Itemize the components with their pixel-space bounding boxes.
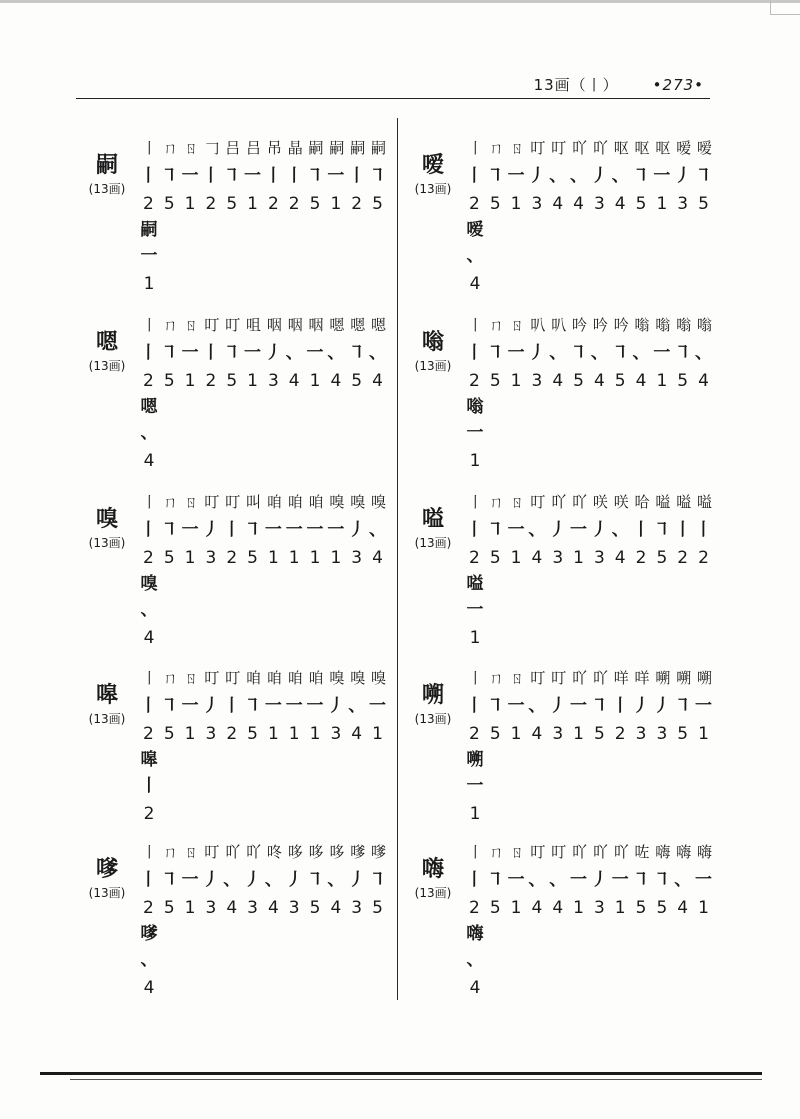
final-character: 嗣 xyxy=(140,220,158,240)
entry-right-3 xyxy=(404,482,724,657)
head-character: 嗡 xyxy=(421,329,444,355)
footer-rule-thick xyxy=(40,1072,762,1075)
top-edge-rule xyxy=(0,0,800,3)
entry-left-4 xyxy=(78,658,398,833)
final-stroke-shape: 一 xyxy=(466,423,484,443)
stroke-numbers: 2 5 1 2 5 1 3 4 1 4 5 4 xyxy=(143,371,383,391)
entry-right-2 xyxy=(404,305,724,480)
running-head xyxy=(534,74,704,95)
final-character: 嗡 xyxy=(466,397,484,417)
stroke-progression: 丨 ㄇ ㄖ 叮 叮 咱 咱 咱 咱 嗅 嗅 嗅 xyxy=(141,669,385,687)
stroke-numbers: 2 5 1 3 4 4 3 4 5 1 3 5 xyxy=(469,194,709,214)
stroke-progression: 丨 ㄇ ㄖ 𠃌 吕 吕 吊 晶 嗣 嗣 嗣 嗣 xyxy=(141,139,385,157)
entry-right-4 xyxy=(404,658,724,833)
final-stroke-shape: 、 xyxy=(140,600,158,620)
head-character: 嗨 xyxy=(421,856,444,882)
final-stroke-shape: 一 xyxy=(466,776,484,796)
stroke-count-label: (13画) xyxy=(88,359,126,373)
final-stroke-number: 2 xyxy=(143,804,155,824)
final-stroke-number: 1 xyxy=(469,451,481,471)
head-character: 嗣 xyxy=(95,152,118,178)
stroke-shapes: 丨 ㇕ 一 丨 ㇕ 一 丨 丨 ㇕ 一 丨 ㇕ xyxy=(139,166,387,186)
final-character: 嗍 xyxy=(466,750,484,770)
footer-rule-thin xyxy=(70,1079,762,1080)
stroke-numbers: 2 5 1 3 4 3 4 3 5 4 3 5 xyxy=(143,898,383,918)
final-stroke-number: 1 xyxy=(469,628,481,648)
final-stroke-shape: 丨 xyxy=(140,776,158,796)
stroke-count-label: (13画) xyxy=(414,886,452,900)
final-stroke-shape: 一 xyxy=(466,600,484,620)
header-rule xyxy=(76,98,710,99)
head-character: 嗳 xyxy=(421,152,444,178)
final-stroke-number: 4 xyxy=(143,451,155,471)
stroke-shapes: 丨 ㇕ 一 、 丿 一 ㇕ 丨 丿 丿 ㇕ 一 xyxy=(465,696,713,716)
stroke-progression: 丨 ㄇ ㄖ 叮 叮 吖 吖 咩 咩 嗍 嗍 嗍 xyxy=(467,669,711,687)
final-stroke-number: 4 xyxy=(469,978,481,998)
stroke-count-label: (13画) xyxy=(88,886,126,900)
final-stroke-number: 1 xyxy=(143,274,155,294)
stroke-shapes: 丨 ㇕ 一 、 丿 一 丿 、 丨 ㇕ 丨 丨 xyxy=(465,520,713,540)
stroke-numbers: 2 5 1 2 5 1 2 2 5 1 2 5 xyxy=(143,194,383,214)
head-character: 嗅 xyxy=(95,506,118,532)
head-character: 嗌 xyxy=(421,506,444,532)
head-character: 嗲 xyxy=(95,856,118,882)
final-stroke-number: 4 xyxy=(469,274,481,294)
head-character: 嗯 xyxy=(95,329,118,355)
entry-left-3 xyxy=(78,482,398,657)
section-label: 13画（丨） xyxy=(533,76,619,94)
final-character: 嗯 xyxy=(140,397,158,417)
stroke-count-label: (13画) xyxy=(414,182,452,196)
final-stroke-number: 4 xyxy=(143,978,155,998)
stroke-progression: 丨 ㄇ ㄖ 叮 吖 吖 咲 咲 哈 嗌 嗌 嗌 xyxy=(467,493,711,511)
stroke-count-label: (13画) xyxy=(414,536,452,550)
stroke-count-label: (13画) xyxy=(88,712,126,726)
final-stroke-shape: 、 xyxy=(466,246,484,266)
final-stroke-number: 1 xyxy=(469,804,481,824)
stroke-numbers: 2 5 1 3 2 5 1 1 1 1 3 4 xyxy=(143,548,383,568)
stroke-numbers: 2 5 1 4 3 1 3 4 2 5 2 2 xyxy=(469,548,709,568)
top-corner-mark xyxy=(770,0,800,15)
entry-right-1 xyxy=(404,128,724,303)
head-character: 嗍 xyxy=(421,682,444,708)
stroke-shapes: 丨 ㇕ 一 丨 ㇕ 一 丿 、 一 、 ㇕ 、 xyxy=(139,343,387,363)
final-stroke-number: 4 xyxy=(143,628,155,648)
final-character: 嗲 xyxy=(140,924,158,944)
final-character: 嗨 xyxy=(466,924,484,944)
stroke-shapes: 丨 ㇕ 一 丿 、 丿 、 丿 ㇕ 、 丿 ㇕ xyxy=(139,870,387,890)
final-stroke-shape: 、 xyxy=(140,423,158,443)
final-character: 嗌 xyxy=(466,574,484,594)
head-character: 嗥 xyxy=(95,682,118,708)
stroke-progression: 丨 ㄇ ㄖ 叭 叭 吟 吟 吟 嗡 嗡 嗡 嗡 xyxy=(467,316,711,334)
stroke-progression: 丨 ㄇ ㄖ 叮 叮 吖 吖 吖 咗 嗨 嗨 嗨 xyxy=(467,843,711,861)
stroke-count-label: (13画) xyxy=(88,182,126,196)
stroke-progression: 丨 ㄇ ㄖ 叮 叮 叫 咱 咱 咱 嗅 嗅 嗅 xyxy=(141,493,385,511)
final-character: 嗳 xyxy=(466,220,484,240)
final-stroke-shape: 一 xyxy=(140,246,158,266)
entry-left-5 xyxy=(78,832,398,1007)
final-stroke-shape: 、 xyxy=(140,950,158,970)
stroke-numbers: 2 5 1 4 4 1 3 1 5 5 4 1 xyxy=(469,898,709,918)
stroke-count-label: (13画) xyxy=(414,712,452,726)
stroke-progression: 丨 ㄇ ㄖ 叮 叮 吖 吖 呕 呕 呕 嗳 嗳 xyxy=(467,139,711,157)
stroke-shapes: 丨 ㇕ 一 丿 丨 ㇕ 一 一 一 丿 、 一 xyxy=(139,696,387,716)
entry-right-5 xyxy=(404,832,724,1007)
stroke-numbers: 2 5 1 4 3 1 5 2 3 3 5 1 xyxy=(469,724,709,744)
stroke-shapes: 丨 ㇕ 一 、 、 一 丿 一 ㇕ ㇕ 、 一 xyxy=(465,870,713,890)
final-character: 嗅 xyxy=(140,574,158,594)
stroke-count-label: (13画) xyxy=(414,359,452,373)
entry-left-2 xyxy=(78,305,398,480)
entry-left-1 xyxy=(78,128,398,303)
stroke-shapes: 丨 ㇕ 一 丿 丨 ㇕ 一 一 一 一 丿 、 xyxy=(139,520,387,540)
page-number: •273• xyxy=(652,76,704,94)
stroke-progression: 丨 ㄇ ㄖ 叮 叮 咀 咽 咽 咽 嗯 嗯 嗯 xyxy=(141,316,385,334)
stroke-numbers: 2 5 1 3 4 5 4 5 4 1 5 4 xyxy=(469,371,709,391)
final-character: 嗥 xyxy=(140,750,158,770)
stroke-shapes: 丨 ㇕ 一 丿 、 ㇕ 、 ㇕ 、 一 ㇕ 、 xyxy=(465,343,713,363)
final-stroke-shape: 、 xyxy=(466,950,484,970)
stroke-shapes: 丨 ㇕ 一 丿 、 、 丿 、 ㇕ 一 丿 ㇕ xyxy=(465,166,713,186)
stroke-count-label: (13画) xyxy=(88,536,126,550)
stroke-numbers: 2 5 1 3 2 5 1 1 1 3 4 1 xyxy=(143,724,383,744)
stroke-progression: 丨 ㄇ ㄖ 叮 吖 吖 咚 哆 哆 哆 嗲 嗲 xyxy=(141,843,385,861)
